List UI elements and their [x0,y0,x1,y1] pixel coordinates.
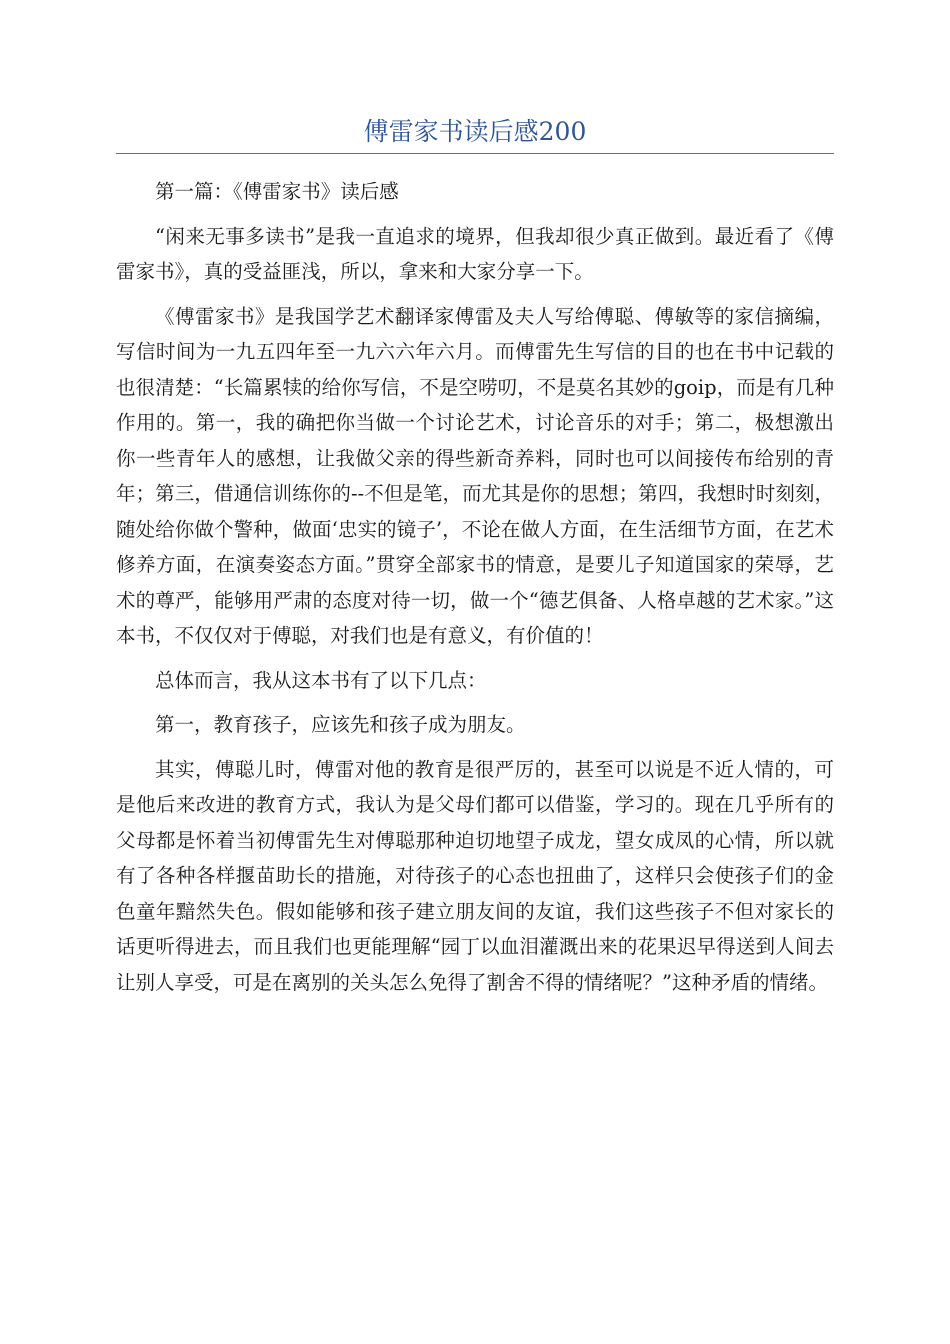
document-body [116,174,834,1009]
paragraph-heading: 第一篇：《傅雷家书》读后感 [155,180,399,203]
paragraph: 总体而言，我从这本书有了以下几点： [155,668,487,692]
paragraph: 第一，教育孩子，应该先和孩子成为朋友。 [155,713,526,736]
paragraph: 《傅雷家书》是我国学艺术翻译家傅雷及夫人写给傅聪、傅敏等的家信摘编，写信时间为一九五四年至一九六六年六月。而傅雷先生写信的目的也在书中记载的也很清楚：“长篇累犊的给你写信，不是空唠叨，不是莫名其妙的goip，而是有几种作用的。第一，我的确把你当做一个讨论艺术，讨论音乐的对手；第二，极想激出你一些青年人的感想，让我做父亲的得些新奇养料，同时也可以间接传布给别的青年；第三，借通信训练你的--不但是笔，而尤其是你的思想；第四，我想时时刻刻，随处给你做个警种，做面‘忠实的镜子’，不论在做人方面，在生活细节方面，在艺术修养方面，在演奏姿态方面。”贯穿全部家书的情意，是要儿子知道国家的荣辱，艺术的尊严，能够用严肃的态度对待一切，做一个“德艺俱备、人格卓越的艺术家。”这本书，不仅仅对于傅聪，对我们也是有意义，有价值的！ [116,304,834,647]
paragraph: “闲来无事多读书”是我一直追求的境界，但我却很少真正做到。最近看了《傅雷家书》，真的受益匪浅，所以，拿来和大家分享一下。 [116,224,834,283]
title-underline [116,153,834,154]
paragraph: 其实，傅聪儿时，傅雷对他的教育是很严厉的，甚至可以说是不近人情的，可是他后来改进的教育方式，我认为是父母们都可以借鉴，学习的。现在几乎所有的父母都是怀着当初傅雷先生对傅聪那种迫切地望子成龙，望女成凤的心情，所以就有了各种各样揠苗助长的措施，对待孩子的心态也扭曲了，这样只会使孩子们的金色童年黯然失色。假如能够和孩子建立朋友间的友谊，我们这些孩子不但对家长的话更听得进去，而且我们也更能理解“园丁以血泪灌溉出来的花果迟早得送到人间去让别人享受，可是在离别的关头怎么免得了割舍不得的情绪呢？”这种矛盾的情绪。 [116,757,834,994]
document-title: 傅雷家书读后感200 [363,117,587,146]
